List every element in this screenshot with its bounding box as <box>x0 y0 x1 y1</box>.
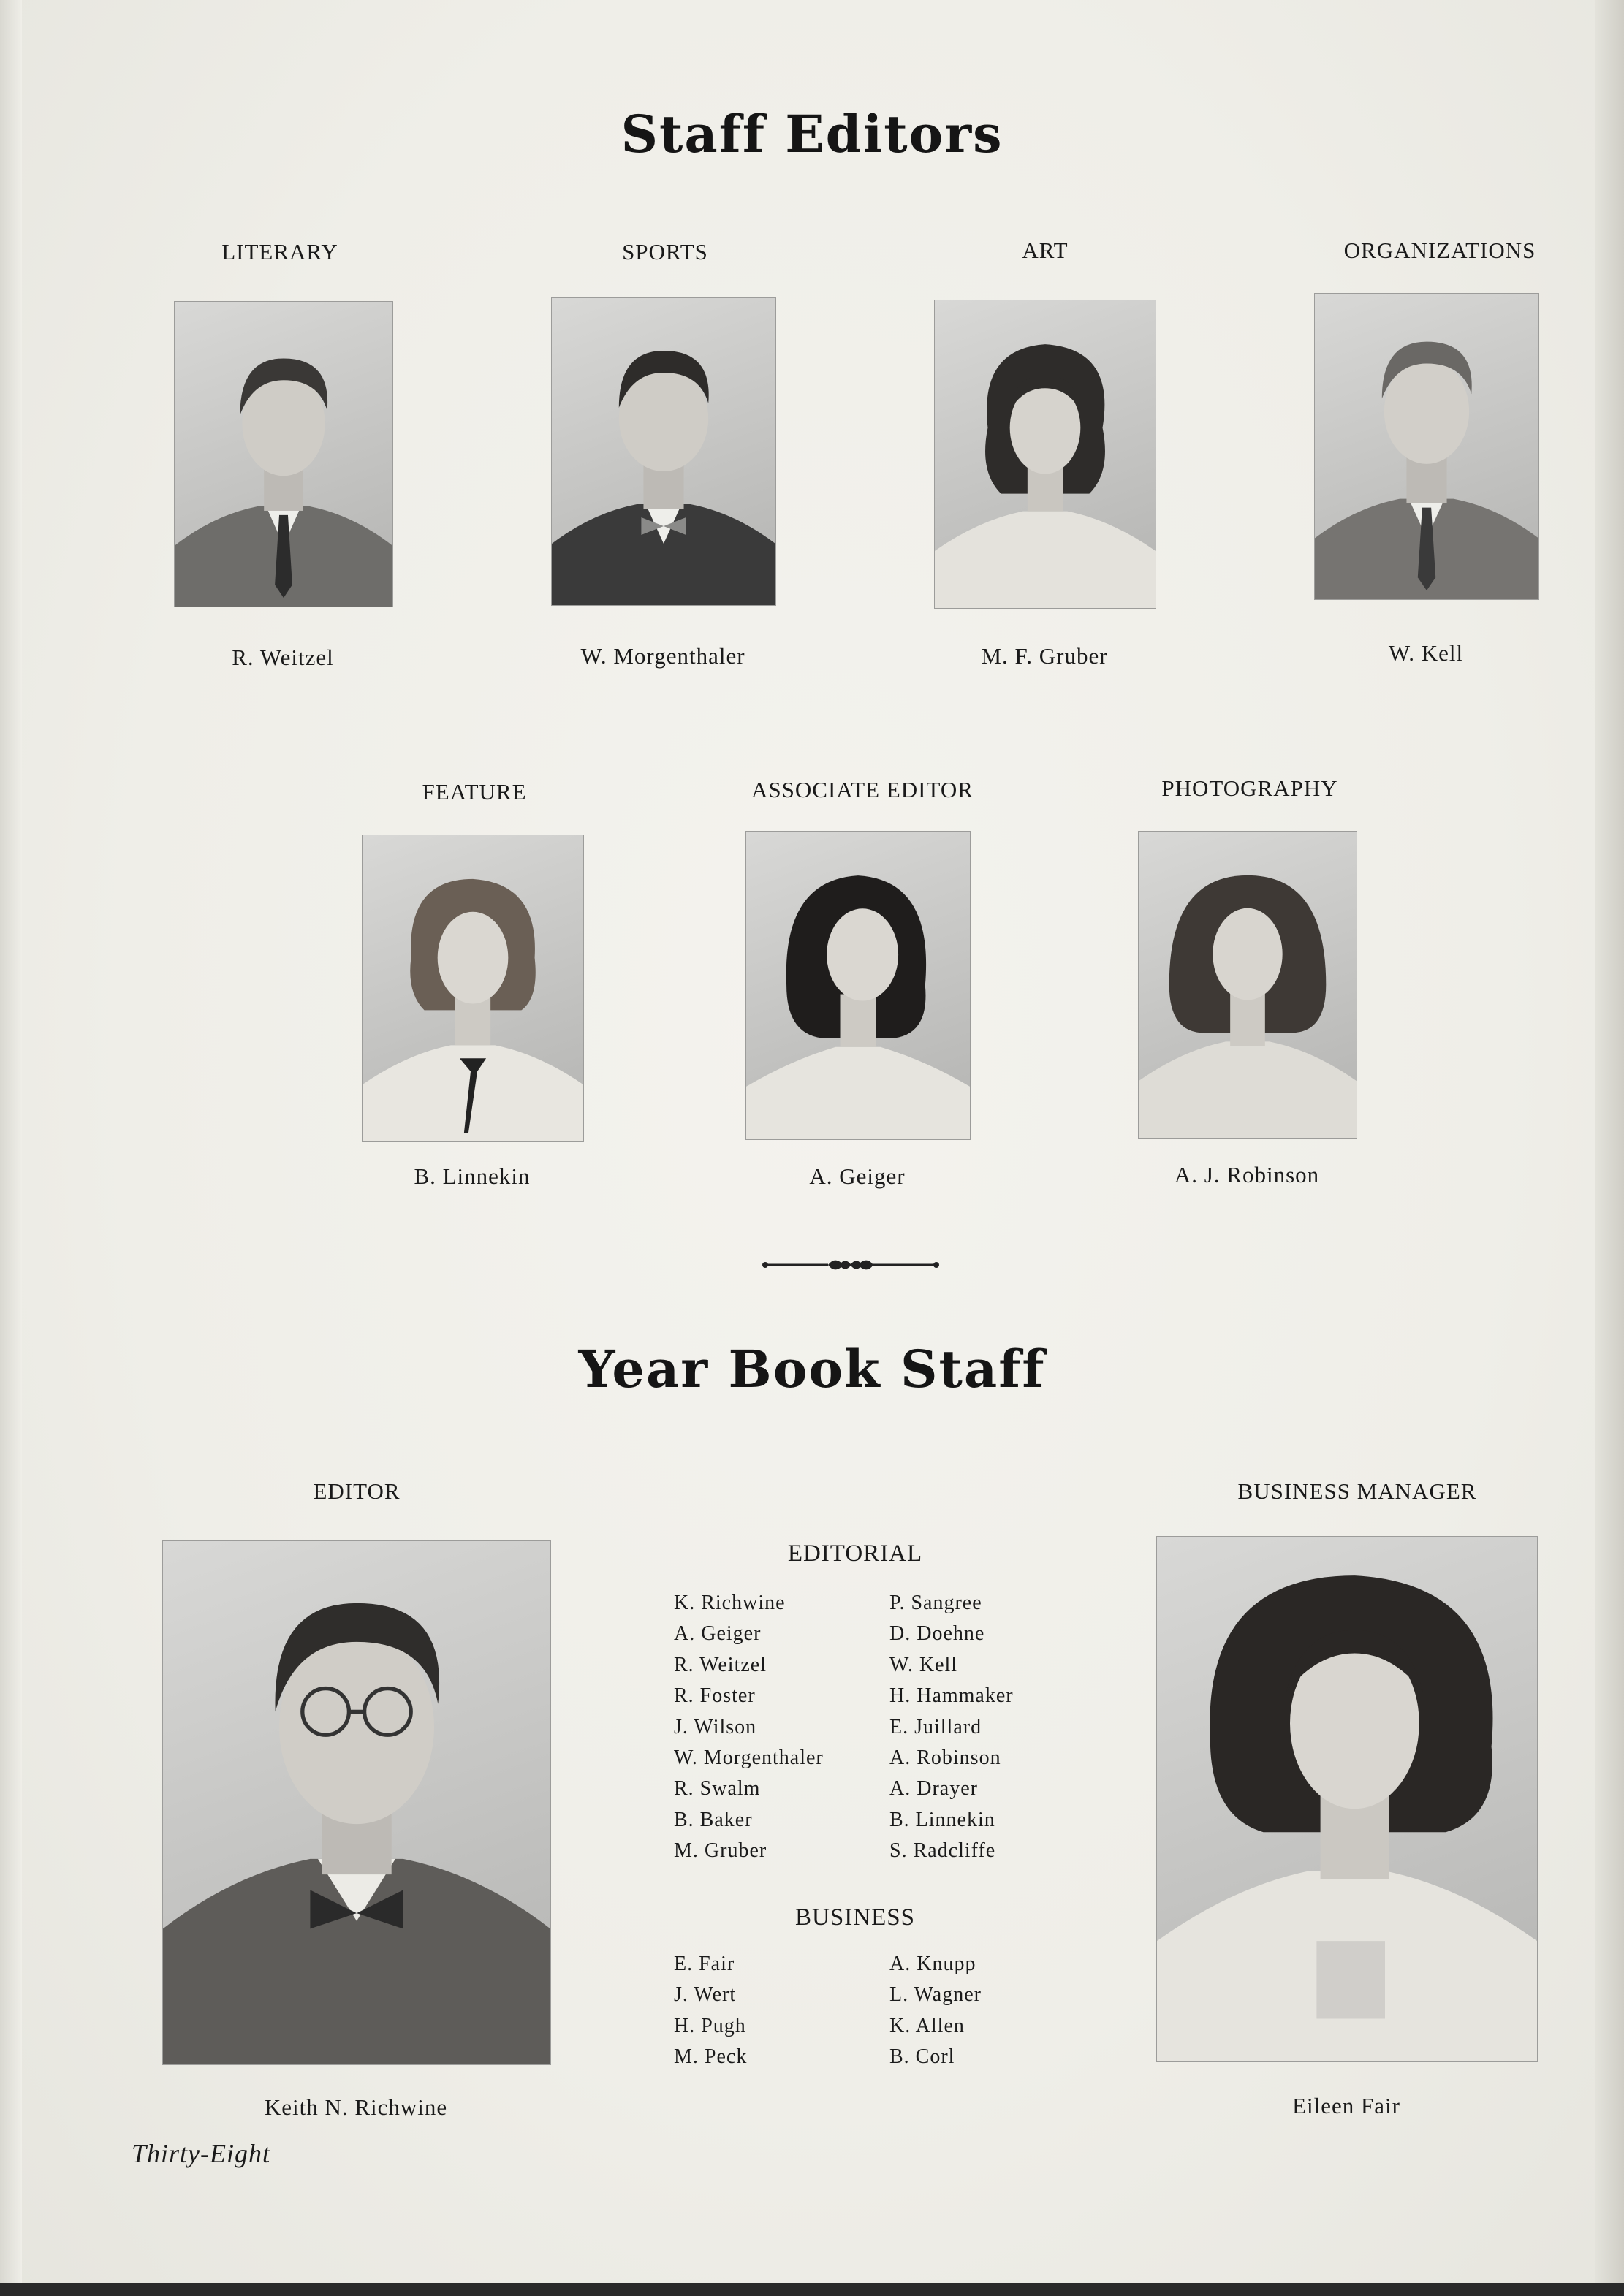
role-label-photography: PHOTOGRAPHY <box>1161 775 1338 801</box>
list-item: A. Robinson <box>889 1746 1001 1770</box>
list-item: W. Kell <box>889 1653 958 1676</box>
portrait-photo-photography <box>1138 831 1357 1139</box>
list-item: A. Drayer <box>889 1777 978 1801</box>
list-item: R. Swalm <box>674 1777 761 1801</box>
page-bottom-edge <box>0 2283 1624 2296</box>
business-section-title: BUSINESS <box>795 1904 915 1931</box>
list-item: B. Linnekin <box>889 1808 995 1831</box>
editorial-list-right <box>889 1588 1014 1867</box>
portrait-photo-editor <box>162 1540 551 2065</box>
page-spine <box>1595 0 1624 2296</box>
list-item: J. Wilson <box>674 1715 757 1738</box>
role-label-organizations: ORGANIZATIONS <box>1343 237 1536 263</box>
list-item: A. Geiger <box>674 1622 762 1646</box>
portrait-photo-sports <box>551 297 776 606</box>
ornament-divider-icon <box>761 1255 941 1274</box>
role-label-literary: LITERARY <box>221 239 338 265</box>
editor-name-organizations: W. Kell <box>1388 640 1464 666</box>
editor-name-photography: A. J. Robinson <box>1174 1162 1320 1187</box>
editor-name-sports: W. Morgenthaler <box>580 643 745 669</box>
list-item: J. Wert <box>674 1983 737 2007</box>
list-item: D. Doehne <box>889 1622 985 1646</box>
role-label-editor: EDITOR <box>313 1478 401 1504</box>
business-manager-name: Eileen Fair <box>1292 2093 1400 2118</box>
portrait-photo-art <box>934 300 1156 609</box>
portrait-photo-feature <box>362 835 584 1142</box>
list-item: L. Wagner <box>889 1983 982 2007</box>
list-item: B. Corl <box>889 2045 955 2069</box>
role-label-associate-editor: ASSOCIATE EDITOR <box>751 777 974 802</box>
role-label-sports: SPORTS <box>622 239 708 265</box>
business-list-left <box>674 1949 747 2073</box>
list-item: P. Sangree <box>889 1592 982 1614</box>
portrait-female-icon <box>363 835 583 1141</box>
portrait-female-icon <box>935 300 1156 608</box>
portrait-male-glasses-icon <box>163 1541 550 2064</box>
portrait-photo-associate-editor <box>745 831 971 1140</box>
role-label-art: ART <box>1022 237 1069 263</box>
list-item: K. Allen <box>889 2014 965 2037</box>
editor-name-associate-editor: A. Geiger <box>809 1163 906 1189</box>
list-item: M. Gruber <box>674 1839 767 1863</box>
page-number: Thirty-Eight <box>132 2139 270 2168</box>
list-item: S. Radcliffe <box>889 1839 996 1863</box>
editor-name: Keith N. Richwine <box>264 2094 448 2120</box>
business-list-right <box>889 1949 982 2073</box>
list-item: E. Juillard <box>889 1715 982 1738</box>
list-item: W. Morgenthaler <box>674 1746 824 1770</box>
editor-name-feature: B. Linnekin <box>414 1163 531 1189</box>
year-book-staff-heading: Year Book Staff <box>578 1339 1046 1399</box>
portrait-photo-business-manager <box>1156 1536 1538 2062</box>
editor-name-art: M. F. Gruber <box>981 643 1108 669</box>
portrait-female-icon <box>1139 832 1357 1138</box>
editorial-list-left <box>674 1588 824 1867</box>
role-label-feature: FEATURE <box>422 779 527 805</box>
list-item: M. Peck <box>674 2045 748 2069</box>
list-item: A. Knupp <box>889 1953 976 1975</box>
list-item: K. Richwine <box>674 1592 786 1614</box>
list-item: R. Weitzel <box>674 1653 767 1676</box>
page-left-edge <box>0 0 22 2296</box>
staff-editors-heading: Staff Editors <box>621 104 1003 164</box>
list-item: H. Hammaker <box>889 1684 1014 1708</box>
portrait-male-icon <box>552 298 775 605</box>
role-label-business-manager: BUSINESS MANAGER <box>1237 1478 1477 1504</box>
portrait-male-icon <box>1315 294 1538 599</box>
portrait-male-icon <box>175 302 392 607</box>
list-item: R. Foster <box>674 1684 756 1708</box>
list-item: H. Pugh <box>674 2014 746 2037</box>
list-item: E. Fair <box>674 1953 735 1975</box>
portrait-female-icon <box>1157 1537 1537 2061</box>
portrait-female-icon <box>746 832 970 1139</box>
portrait-photo-literary <box>174 301 393 607</box>
editor-name-literary: R. Weitzel <box>232 645 334 670</box>
editorial-section-title: EDITORIAL <box>787 1540 923 1567</box>
list-item: B. Baker <box>674 1808 753 1831</box>
portrait-photo-organizations <box>1314 293 1539 600</box>
